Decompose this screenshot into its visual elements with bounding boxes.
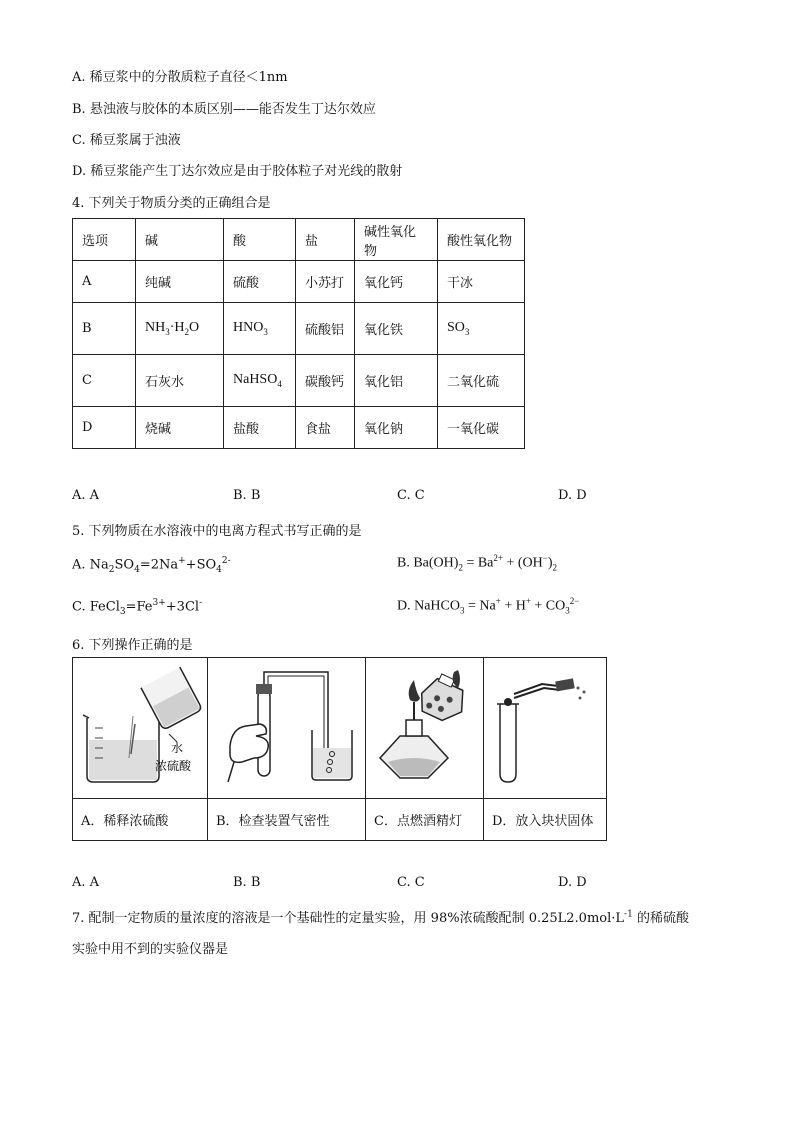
q3-option-a: A. 稀豆浆中的分散质粒子直径＜1nm xyxy=(72,70,288,85)
q3-option-c: C. 稀豆浆属于浊液 xyxy=(72,133,181,148)
table-cell: C xyxy=(73,355,136,407)
q4-choice-d: D. D xyxy=(558,488,587,503)
figure-solid xyxy=(484,658,607,799)
table-cell: 一氧化碳 xyxy=(438,407,525,449)
alcohol-lamp-icon xyxy=(366,658,483,794)
q4-stem: 4. 下列关于物质分类的正确组合是 xyxy=(72,196,271,211)
table-cell: 纯碱 xyxy=(136,261,224,303)
table-cell: 氧化铝 xyxy=(355,355,438,407)
caption-c: C．点燃酒精灯 xyxy=(366,799,484,841)
table-cell: 硫酸 xyxy=(224,261,296,303)
table-cell-formula: $HNO_3$ xyxy=(224,303,296,355)
header-cell: 碱 xyxy=(136,219,224,261)
beaker-pouring-icon xyxy=(73,658,207,794)
table-header-row xyxy=(73,219,525,261)
table-cell: 食盐 xyxy=(296,407,355,449)
table-cell: 碳酸钙 xyxy=(296,355,355,407)
table-cell: 氧化钠 xyxy=(355,407,438,449)
table-cell: B xyxy=(73,303,136,355)
q6-operations-figure-table xyxy=(72,657,607,841)
figure-dilute-acid xyxy=(73,658,208,799)
gas-tightness-apparatus-icon xyxy=(208,658,365,794)
q3-option-b: B. 悬浊液与胶体的本质区别——能否发生丁达尔效应 xyxy=(72,102,376,117)
header-cell: 酸 xyxy=(224,219,296,261)
q4-classification-table xyxy=(72,218,525,449)
table-cell: 小苏打 xyxy=(296,261,355,303)
table-cell: 硫酸铝 xyxy=(296,303,355,355)
header-cell: 酸性氧化物 xyxy=(438,219,525,261)
test-tube-tongs-icon xyxy=(484,658,606,794)
table-cell: 氧化钙 xyxy=(355,261,438,303)
q6-choice-c: C. C xyxy=(397,875,425,890)
table-cell: D xyxy=(73,407,136,449)
q6-choice-a: A. A xyxy=(72,875,100,890)
table-row xyxy=(73,355,525,407)
table-cell: 氧化铁 xyxy=(355,303,438,355)
figure-airtightness xyxy=(208,658,366,799)
table-cell: 二氧化硫 xyxy=(438,355,525,407)
table-cell-formula: $SO_3$ xyxy=(438,303,525,355)
q7-stem-line1: 7. 配制一定物质的量浓度的溶液是一个基础性的定量实验，用 98%浓硫酸配制 $0.25L2.0mol\cdot L^{-1}$ 的稀硫酸 xyxy=(72,909,689,926)
q4-choice-b: B. B xyxy=(233,488,261,503)
header-cell: 碱性氧化物 xyxy=(355,219,438,261)
figure-label-acid: 浓硫酸 xyxy=(155,759,192,773)
table-cell: 干冰 xyxy=(438,261,525,303)
q5-option-a: A. $Na_2SO_4=2Na^++SO_4^{2-}$ xyxy=(72,556,231,575)
q5-option-b: B. $Ba(OH)_2 = Ba^{2+} + (OH^-)_2$ xyxy=(397,553,557,573)
figure-lamp xyxy=(366,658,484,799)
caption-d: D．放入块状固体 xyxy=(484,799,607,841)
caption-a: A．稀释浓硫酸 xyxy=(73,799,208,841)
header-cell: 选项 xyxy=(73,219,136,261)
figure-label-water: 水 xyxy=(171,741,184,755)
q5-option-c: C. $FeCl_3=Fe^{3+}+3Cl^-$ xyxy=(72,598,203,617)
table-cell-formula: NaHSO$_4$ xyxy=(224,355,296,407)
q6-stem: 6. 下列操作正确的是 xyxy=(72,638,193,653)
table-row xyxy=(73,407,525,449)
q4-choice-c: C. C xyxy=(397,488,425,503)
table-row xyxy=(73,261,525,303)
q4-choice-a: A. A xyxy=(72,488,100,503)
table-cell: 烧碱 xyxy=(136,407,224,449)
table-cell: 石灰水 xyxy=(136,355,224,407)
caption-b: B．检查装置气密性 xyxy=(208,799,366,841)
q3-option-d: D. 稀豆浆能产生丁达尔效应是由于胶体粒子对光线的散射 xyxy=(72,164,403,179)
table-cell: 盐酸 xyxy=(224,407,296,449)
q6-choice-d: D. D xyxy=(558,875,587,890)
table-row xyxy=(73,303,525,355)
table-cell: A xyxy=(73,261,136,303)
table-cell-formula: $NH_3\cdot H_2O$ xyxy=(136,303,224,355)
q5-option-d: D. NaHCO$_3$ = $Na^+ + H^+ + CO_3^{2-}$ xyxy=(397,596,580,616)
header-cell: 盐 xyxy=(296,219,355,261)
q7-stem-line2: 实验中用不到的实验仪器是 xyxy=(72,942,229,957)
q6-choice-b: B. B xyxy=(233,875,261,890)
q5-stem: 5. 下列物质在水溶液中的电离方程式书写正确的是 xyxy=(72,524,362,539)
